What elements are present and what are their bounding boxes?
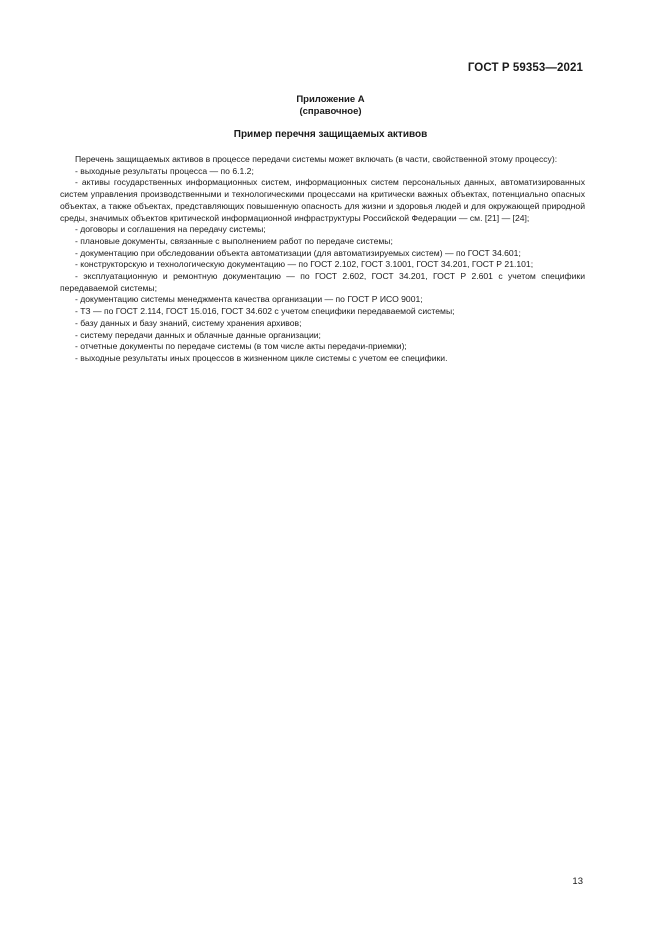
list-item: - выходные результаты иных процессов в жизненном цикле системы с учетом ее специфики.: [75, 352, 448, 363]
list-item: - выходные результаты процесса — по 6.1.2;: [75, 165, 254, 176]
list-item: - документацию системы менеджмента качества организации — по ГОСТ Р ИСО 9001;: [75, 294, 423, 305]
list-item: - базу данных и базу знаний, систему хранения архивов;: [75, 317, 302, 328]
annex-type: (справочное): [299, 106, 362, 117]
list-item: - эксплуатационную и ремонтную документацию — по ГОСТ 2.602, ГОСТ 34.201, ГОСТ Р 2.601 с учетом специфики передаваемой системы;: [60, 271, 585, 293]
list-item: - систему передачи данных и облачные данные организации;: [75, 329, 321, 340]
list-item: - ТЗ — по ГОСТ 2.114, ГОСТ 15.016, ГОСТ 34.602 с учетом специфики передаваемой системы;: [75, 306, 455, 317]
annex-heading: [0, 94, 661, 118]
list-item: - активы государственных информационных систем, информационных систем персональных данных, автоматизированных систем управления производственными и технологическими процессами на критически важных объектах, потенциально опасных объектах, а также объектах, представляющих повышенную опасность для жизни и здоровья людей и для окружающей природной среды, значимых объектов критической информационной инфраструктуры Российской Федерации — см. [21] — [24];: [60, 177, 585, 223]
list-item: - отчетные документы по передаче системы (в том числе акты передачи-приемки);: [75, 341, 407, 352]
annex-title: Приложение А: [296, 94, 365, 105]
intro-paragraph: Перечень защищаемых активов в процессе передачи системы может включать (в части, свойственной этому процессу):: [75, 154, 558, 164]
list-item: - договоры и соглашения на передачу системы;: [75, 224, 266, 235]
list-item: - конструкторскую и технологическую документацию — по ГОСТ 2.102, ГОСТ 3.1001, ГОСТ 34.201, ГОСТ Р 21.101;: [75, 259, 534, 270]
section-title: Пример перечня защищаемых активов: [233, 129, 428, 140]
document-id-header: ГОСТ Р 59353—2021: [467, 62, 583, 74]
page-number: 13: [572, 876, 583, 887]
list-item: - плановые документы, связанные с выполнением работ по передаче системы;: [75, 235, 393, 246]
document-body: [60, 154, 585, 365]
list-item: - документацию при обследовании объекта автоматизации (для автоматизируемых систем) — по ГОСТ 34.601;: [75, 247, 521, 258]
